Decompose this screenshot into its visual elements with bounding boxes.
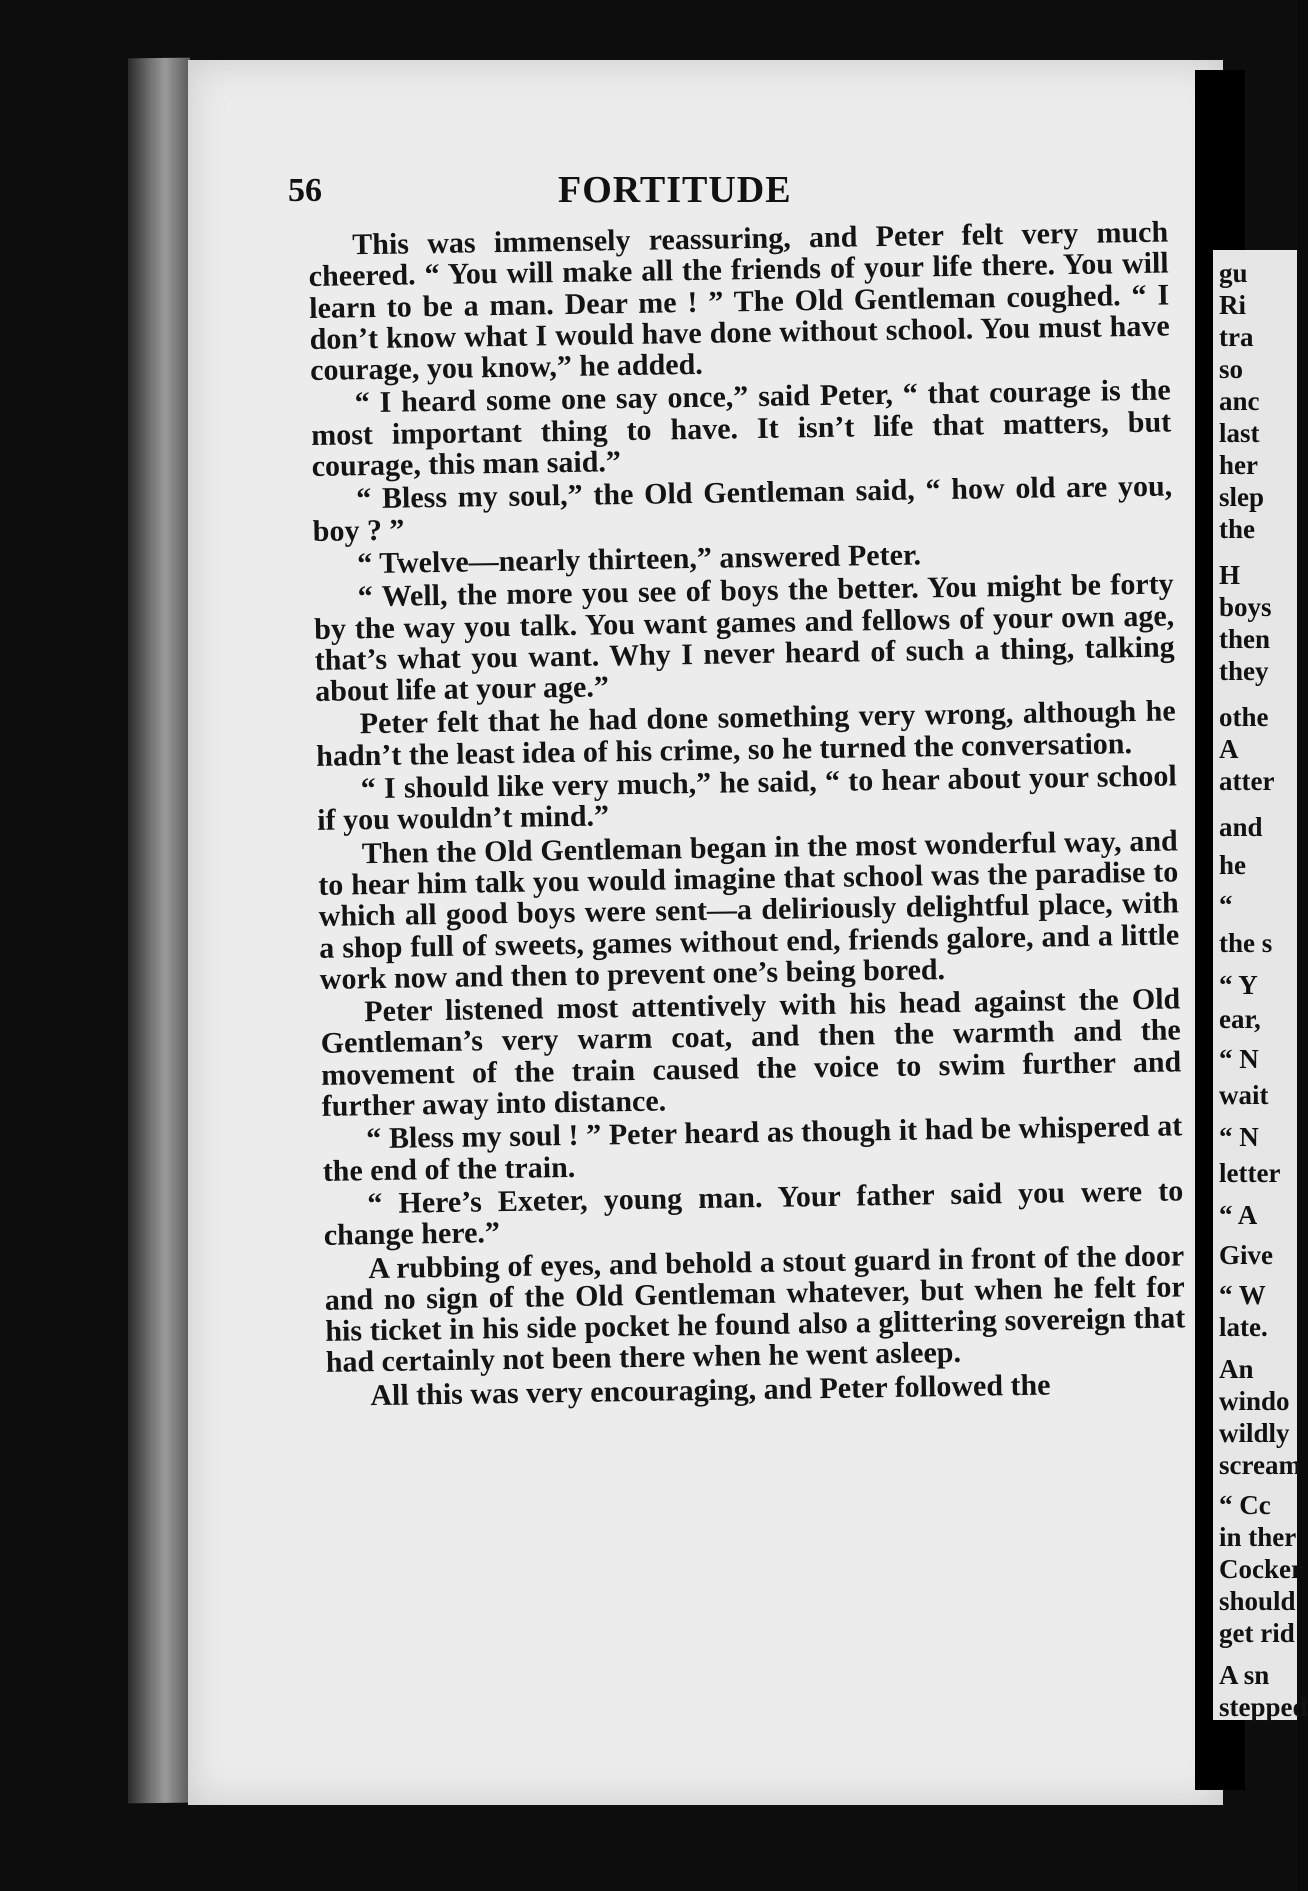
facing-page-fragment: windo <box>1219 1386 1290 1416</box>
facing-page-fragment: “ Y <box>1219 970 1258 1000</box>
facing-page-fragment: boys <box>1219 592 1272 622</box>
facing-page-fragment: they <box>1219 656 1269 686</box>
body-text <box>308 216 1186 1413</box>
facing-page-fragment: “ <box>1219 890 1233 920</box>
paragraph: This was immensely reassuring, and Peter felt very much cheered. “ You will make all the friends of your life there. You will learn to be a man. Dear me ! ” The Old Gentleman coughed. “ I don’t know what I would have done without school. You must have courage, you know,” he added. <box>308 215 1170 388</box>
paragraph: Peter felt that he had done something very wrong, although he hadn’t the least idea of his crime, so he turned the conversation. <box>316 694 1176 773</box>
facing-page-fragment: anc <box>1219 386 1260 416</box>
facing-page-fragment: An <box>1219 1354 1254 1384</box>
paragraph: Peter listened most attentively with his head against the Old Gentleman’s very warm coat, and then the warmth and the movement of the train caused the voice to swim further and further away into distance. <box>320 982 1182 1123</box>
facing-page-fragment: last <box>1219 418 1260 448</box>
facing-page-fragment: “ A <box>1219 1200 1258 1230</box>
facing-page-fragment: wildly <box>1219 1418 1290 1448</box>
facing-page-fragment: A sn <box>1219 1660 1270 1690</box>
facing-page-fragment: othe <box>1219 702 1269 732</box>
book-page <box>188 60 1223 1805</box>
facing-page <box>1213 250 1308 1722</box>
paragraph: A rubbing of eyes, and behold a stout guard in front of the door and no sign of the Old Gentleman whatever, but when he felt for his ticket in his side pocket he found also a glittering sovereign that had certainly not been there when he went asleep. <box>324 1238 1186 1380</box>
paragraph: Then the Old Gentleman began in the most wonderful way, and to hear him talk you would imagine that school was the paradise to which all good boys were sent—a deliriously delightful place, with a shop full of sweets, games without end, friends galore, and a little work now and then to prevent one’s being bored. <box>318 824 1180 996</box>
facing-page-fragment: he <box>1219 850 1246 880</box>
paragraph: “ Twelve—nearly thirteen,” answered Peter. <box>356 538 922 581</box>
facing-page-fragment: “ Cc <box>1219 1490 1271 1520</box>
facing-page-fragment: Give <box>1219 1240 1273 1270</box>
facing-page-fragment: H <box>1219 560 1241 590</box>
facing-page-fragment: stepped <box>1219 1692 1308 1722</box>
facing-page-fragment: Cocker <box>1219 1554 1303 1584</box>
facing-page-fragment: slep <box>1219 482 1265 512</box>
facing-page-fragment: “ W <box>1219 1280 1266 1310</box>
paragraph: “ Well, the more you see of boys the better. You might be forty by the way you talk. You want games and fellows of your own age, that’s what you want. Why I never heard of such a thing, talking about life at your age.” <box>314 567 1175 709</box>
facing-page-fragment: tra <box>1219 322 1254 352</box>
paragraph: All this was very encouraging, and Peter followed the <box>370 1368 1051 1412</box>
facing-page-fragment: A <box>1219 734 1239 764</box>
facing-page-fragment: late. <box>1219 1312 1268 1342</box>
facing-page-fragment: get rid <box>1219 1618 1295 1648</box>
facing-page-fragment: should <box>1219 1586 1296 1616</box>
running-head: FORTITUDE <box>558 169 792 211</box>
facing-page-fragment: wait <box>1219 1080 1269 1110</box>
page-number: 56 <box>288 172 322 209</box>
facing-page-fragment: scream <box>1219 1450 1301 1480</box>
facing-page-fragment: so <box>1219 354 1244 384</box>
paragraph: “ Bless my soul ! ” Peter heard as though it had be whispered at the end of the train. <box>322 1109 1183 1188</box>
facing-page-fragment: letter <box>1219 1158 1281 1188</box>
facing-page-fragment: gu <box>1219 258 1248 288</box>
paragraph: “ Here’s Exeter, young man. Your father said you were to change here.” <box>323 1174 1184 1253</box>
paragraph: “ I heard some one say once,” said Peter, “ that courage is the most important thing to have. It isn’t life that matters, but courage, this man said.” <box>310 373 1172 484</box>
paragraph: “ Bless my soul,” the Old Gentleman said, “ how old are you, boy ? ” <box>312 469 1173 548</box>
facing-page-fragment: and <box>1219 812 1263 842</box>
paragraph: “ I should like very much,” he said, “ to hear about your school if you wouldn’t mind.” <box>317 759 1177 838</box>
facing-page-fragment: then <box>1219 624 1271 654</box>
facing-page-fragment: the <box>1219 514 1255 544</box>
facing-page-fragment: the s <box>1219 928 1273 958</box>
facing-page-fragment: “ N <box>1219 1122 1259 1152</box>
book-spine <box>128 58 190 1804</box>
facing-page-fragment: atter <box>1219 766 1275 796</box>
facing-page-fragment: “ N <box>1219 1044 1259 1074</box>
facing-page-fragment: her <box>1219 450 1258 480</box>
facing-page-fragment: ear, <box>1219 1004 1261 1034</box>
facing-page-fragment: in ther <box>1219 1522 1297 1552</box>
facing-page-fragment: Ri <box>1219 290 1246 320</box>
